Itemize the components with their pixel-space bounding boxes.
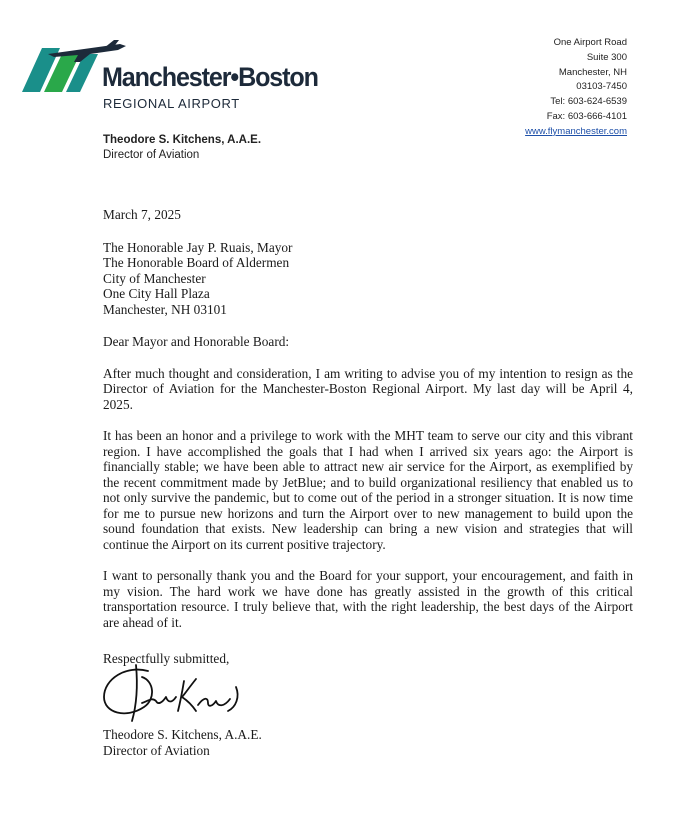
address-suite: Suite 300 bbox=[586, 51, 627, 63]
letter-date: March 7, 2025 bbox=[103, 207, 181, 222]
address-city: Manchester, NH bbox=[558, 66, 627, 78]
signature-name: Theodore S. Kitchens, A.A.E. bbox=[103, 727, 262, 742]
airport-brand-subtitle: REGIONAL AIRPORT bbox=[103, 96, 240, 111]
letter-body bbox=[103, 207, 633, 646]
signature-title: Director of Aviation bbox=[103, 742, 210, 758]
recipient-line: City of Manchester bbox=[103, 270, 206, 286]
letterhead-address bbox=[525, 36, 627, 140]
paragraph: It has been an honor and a privilege to work with the MHT team to serve our city and this vibrant region. I have accomplished the goals that I had when I arrived six years ago: the Airport is financially stable; we have been able to attract new air service for the Airport, as exemplified by the recent commitment made by JetBlue; and to build organizational resiliency that enabled us to not only survive the pandemic, but to come out of the period in a stronger situation. It is now time for me to pursue new horizons and turn the Airport over to new management to build upon the sound foundation that exists. New leadership can bring a new vision and strategies that will continue the Airport on its current positive trajectory. bbox=[103, 428, 633, 552]
recipient-line: The Honorable Jay P. Ruais, Mayor bbox=[103, 239, 293, 255]
salutation: Dear Mayor and Honorable Board: bbox=[103, 334, 290, 349]
address-street: One Airport Road bbox=[553, 37, 627, 48]
closing: Respectfully submitted, bbox=[103, 651, 230, 666]
sender-name: Theodore S. Kitchens, A.A.E. bbox=[103, 134, 262, 146]
recipient-line: The Honorable Board of Aldermen bbox=[103, 255, 290, 270]
recipient-address bbox=[103, 240, 633, 318]
paragraph: I want to personally thank you and the Board for your support, your encouragement, and faith in my vision. The hard work we have done has greatly assisted in the growth of this critical transportation resource. I truly believe that, with the right leadership, the best days of the Airport are ahead of it. bbox=[103, 568, 633, 630]
airport-logo bbox=[20, 40, 320, 118]
handwritten-signature bbox=[96, 657, 256, 723]
sender-block bbox=[103, 133, 261, 163]
sender-title: Director of Aviation bbox=[103, 149, 200, 161]
recipient-line: Manchester, NH 03101 bbox=[103, 301, 227, 317]
paragraph: After much thought and consideration, I am writing to advise you of my intention to resign as the Director of Aviation for the Manchester-Boston Regional Airport. My last day will be April 4, 2025. bbox=[103, 365, 633, 412]
recipient-line: One City Hall Plaza bbox=[103, 286, 210, 301]
airport-brand-name: Manchester•Boston bbox=[102, 62, 318, 92]
address-zip: 03103-7450 bbox=[576, 81, 627, 93]
website-link[interactable]: www.flymanchester.com bbox=[525, 125, 627, 137]
address-fax: Fax: 603-666-4101 bbox=[546, 110, 627, 122]
signature-block bbox=[103, 727, 262, 758]
address-telephone: Tel: 603-624-6539 bbox=[550, 96, 627, 108]
